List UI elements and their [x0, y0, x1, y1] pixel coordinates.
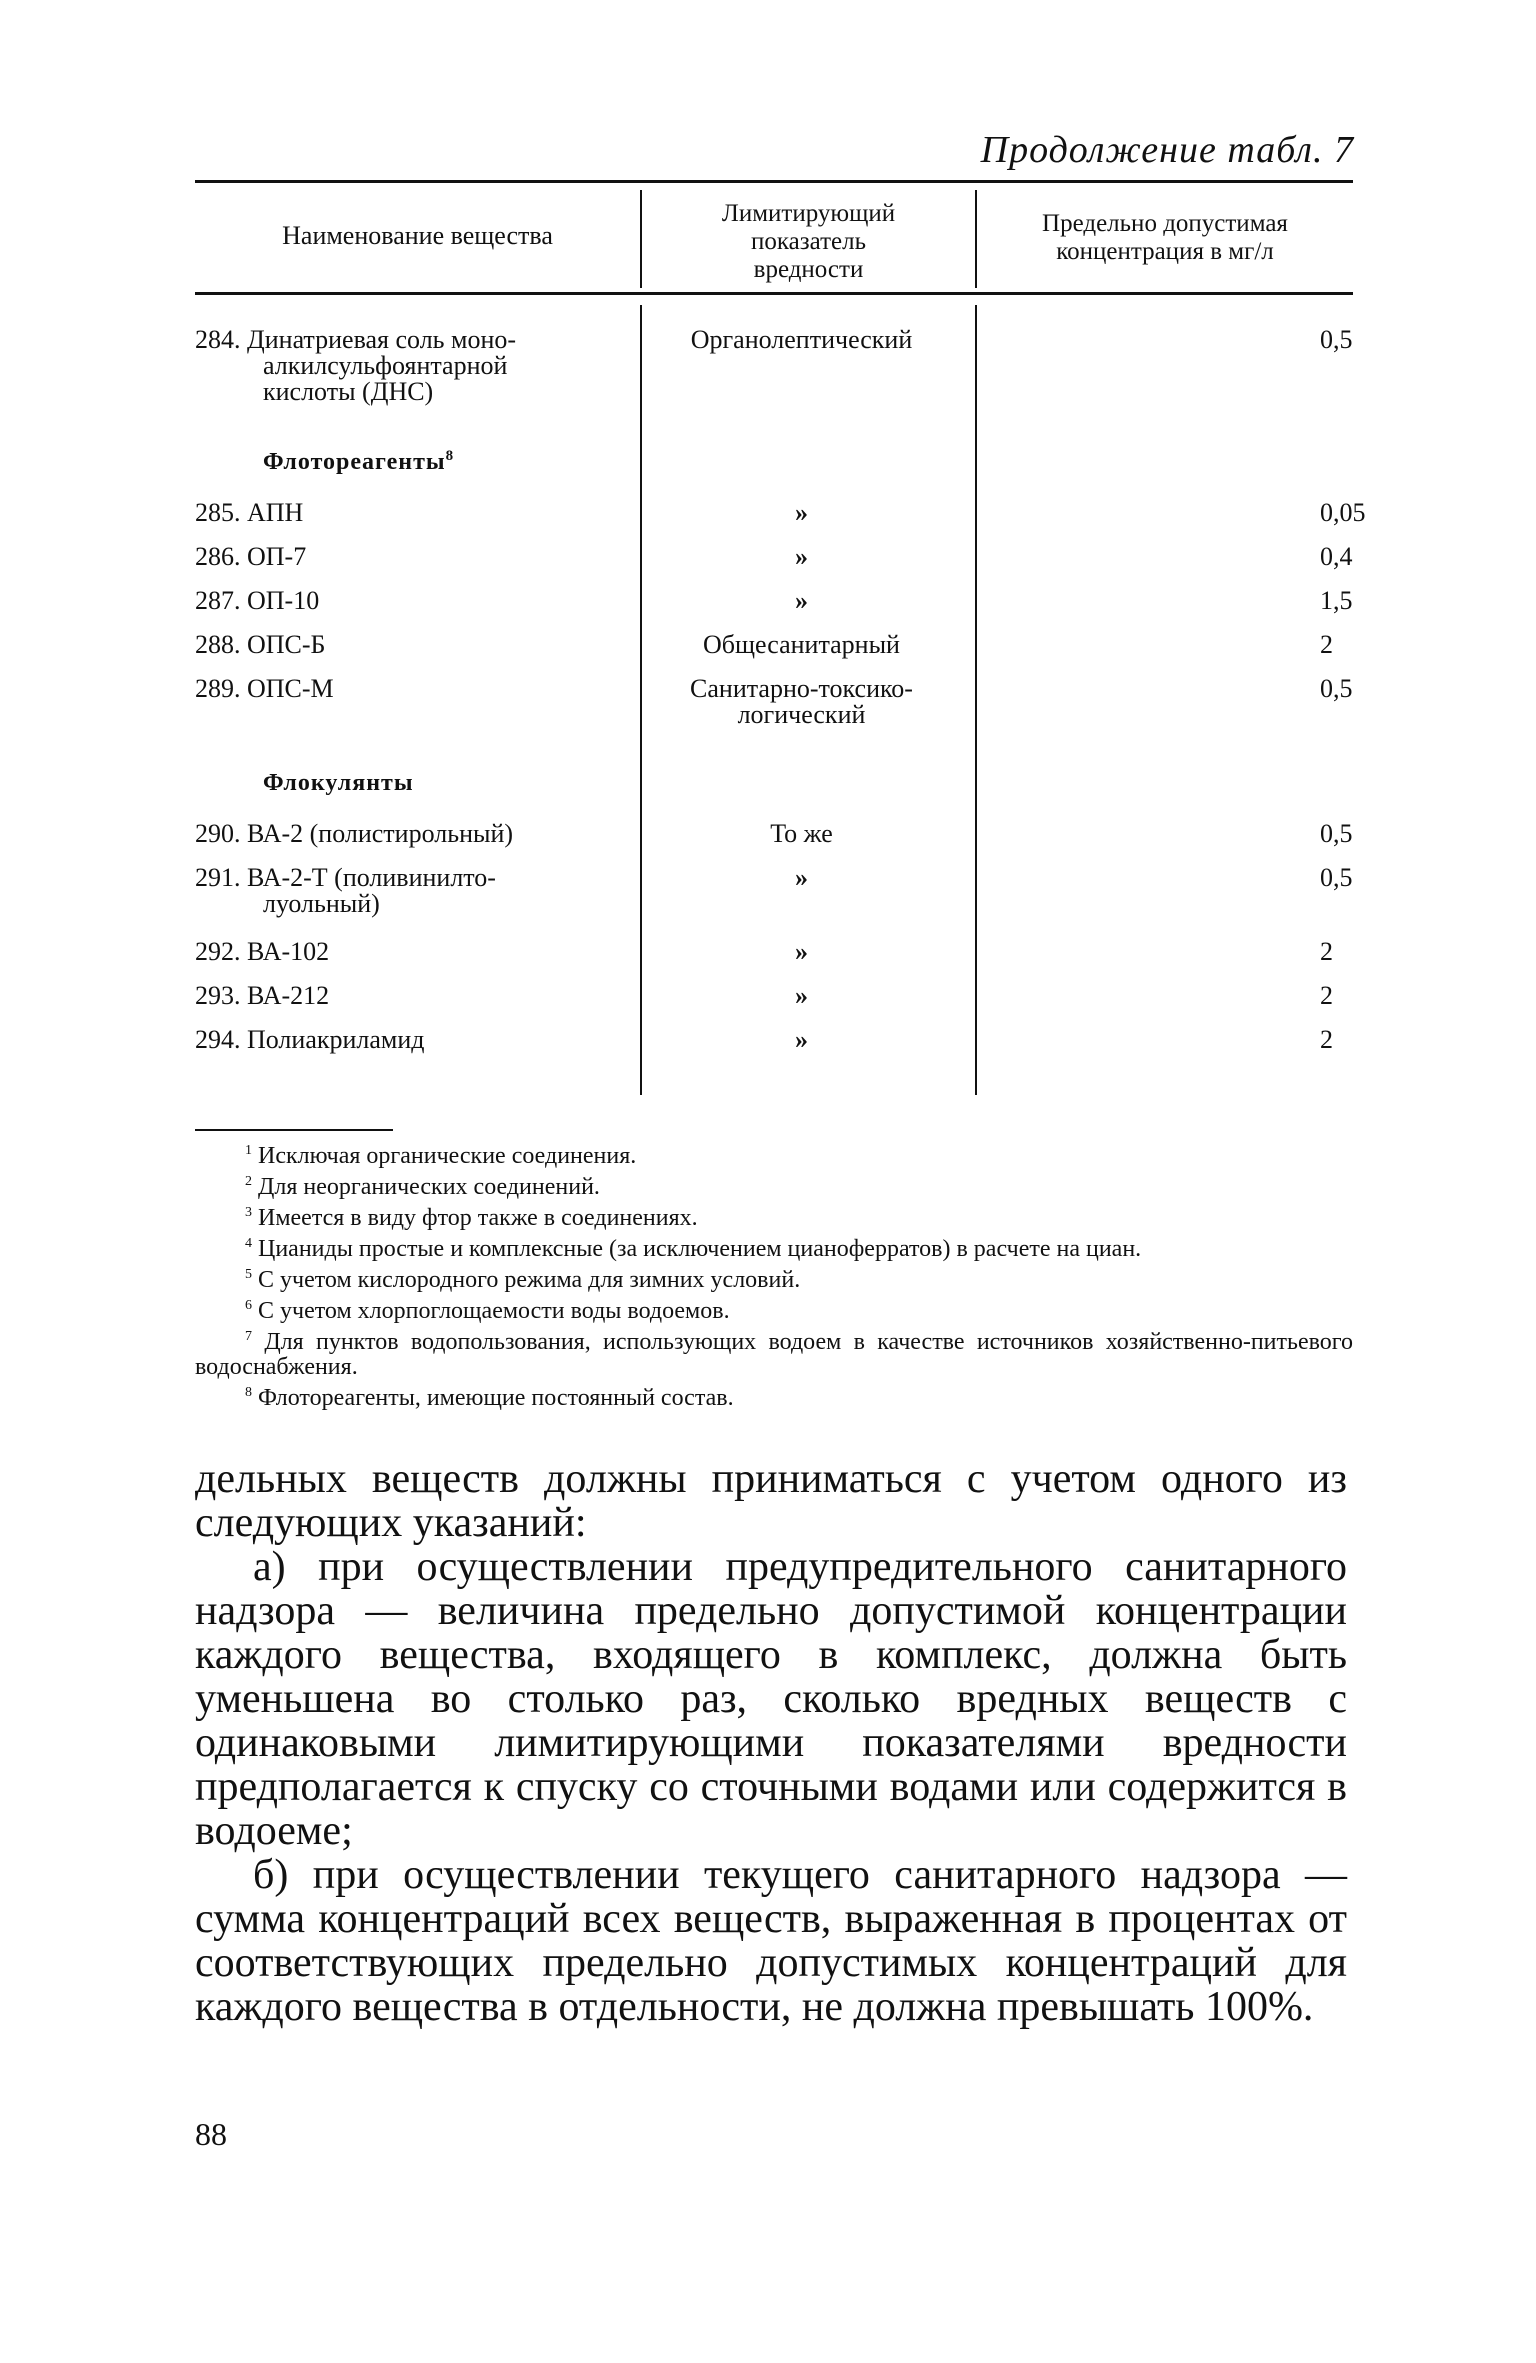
table-row-284-name — [195, 327, 630, 405]
table-header-rule — [195, 292, 1353, 295]
name-line: луольный) — [263, 889, 380, 918]
name-line: 284. Динатриевая соль моно- — [195, 325, 517, 354]
table-row-286-pdk: 0,4 — [1320, 542, 1353, 571]
footnote-text: Имеется в виду фтор также в соединениях. — [258, 1205, 698, 1231]
table-row-288-limiting: Общесанитарный — [703, 630, 900, 659]
group-heading-flocculants: Флокулянты — [263, 770, 414, 796]
footnote — [195, 1169, 1353, 1200]
footnote-text: С учетом кислородного режима для зимних условий. — [258, 1267, 801, 1293]
footnote-mark: 6 — [245, 1298, 252, 1313]
header-line: Наименование вещества — [282, 221, 553, 250]
footnote-mark: 1 — [245, 1143, 252, 1158]
paragraph: дельных веществ должны приниматься с учетом одного из следующих указаний: — [195, 1456, 1347, 1546]
footnote-mark: 8 — [245, 1385, 252, 1400]
header-line: Лимитирующий — [721, 200, 896, 227]
footnote — [195, 1200, 1353, 1231]
table-row-291-limiting: » — [795, 863, 808, 892]
table-row-293-pdk: 2 — [1320, 981, 1333, 1010]
table-row-293-name: 293. ВА-212 — [195, 981, 330, 1010]
footnote-text: Для неорганических соединений. — [258, 1174, 600, 1200]
header-line: концентрация в мг/л — [1056, 238, 1274, 265]
header-max-concentration — [977, 210, 1353, 266]
table-row-292-name: 292. ВА-102 — [195, 937, 330, 966]
footnote-mark: 7 — [245, 1329, 252, 1344]
table-row-287-name: 287. ОП-10 — [195, 586, 320, 615]
table-row-287-limiting: » — [795, 586, 808, 615]
group-heading-flotation-reagents — [263, 448, 454, 476]
paragraph: а) при осуществлении предупредительного санитарного надзора — величина предельно допустимой концентрации каждого вещества, входящего в комплекс, должна быть уменьшена во столько раз, сколько вредных веществ с одинаковыми лимитирующими показателями вредности предполагается к спуску со сточными водами или содержится в водоеме; — [195, 1544, 1347, 1854]
table-continuation-title: Продолжение табл. 7 — [980, 129, 1354, 171]
footnote — [195, 1324, 1353, 1380]
table-row-286-name: 286. ОП-7 — [195, 542, 307, 571]
table-row-285-name: 285. АПН — [195, 498, 304, 527]
footnote-text: Цианиды простые и комплексные (за исключением цианоферратов) в расчете на циан. — [258, 1236, 1142, 1262]
table-row-289-limiting — [635, 676, 968, 728]
footnote-mark: 2 — [245, 1174, 252, 1189]
table-row-284-pdk: 0,5 — [1320, 325, 1353, 354]
table-row-292-pdk: 2 — [1320, 937, 1333, 966]
table-row-290-name: 290. ВА-2 (полистирольный) — [195, 819, 514, 848]
footnote — [195, 1262, 1353, 1293]
substances-table — [195, 180, 1366, 1100]
name-line: алкилсульфоянтарной — [263, 351, 508, 380]
footnote-mark: 4 — [245, 1236, 252, 1251]
footnote-text: С учетом хлорпоглощаемости воды водоемов. — [258, 1298, 730, 1324]
footnote-text: Флотореагенты, имеющие постоянный состав. — [258, 1385, 734, 1411]
name-line: 291. ВА-2-Т (поливинилто- — [195, 863, 496, 892]
table-row-288-pdk: 2 — [1320, 630, 1333, 659]
footnote — [195, 1380, 1353, 1411]
table-row-284-limiting: Органолептический — [690, 325, 913, 354]
limiting-line: логический — [737, 700, 866, 729]
table-row-293-limiting: » — [795, 981, 808, 1010]
table-row-290-limiting: То же — [770, 819, 833, 848]
table-row-294-name: 294. Полиакриламид — [195, 1025, 425, 1054]
group-label: Флотореагенты — [263, 449, 446, 475]
footnote-text: Для пунктов водопользования, использующих водоем в качестве источников хозяйственно-питьевого водоснабжения. — [195, 1329, 1354, 1380]
table-row-287-pdk: 1,5 — [1320, 586, 1353, 615]
header-substance-name — [195, 222, 640, 250]
table-row-286-limiting: » — [795, 542, 808, 571]
table-row-288-name: 288. ОПС-Б — [195, 630, 326, 659]
footnote-mark: 8 — [445, 448, 455, 464]
table-top-rule — [195, 180, 1353, 183]
footnote — [195, 1231, 1353, 1262]
table-row-285-limiting: » — [795, 498, 808, 527]
limiting-line: Санитарно-токсико- — [690, 674, 913, 703]
table-row-291-pdk: 0,5 — [1320, 863, 1353, 892]
footnote-separator — [195, 1129, 393, 1131]
table-row-290-pdk: 0,5 — [1320, 819, 1353, 848]
footnote — [195, 1138, 1353, 1169]
table-row-291-name — [195, 865, 630, 917]
body-divider-2 — [975, 305, 977, 1095]
footnote-mark: 3 — [245, 1205, 252, 1220]
table-row-285-pdk: 0,05 — [1320, 498, 1366, 527]
footnote — [195, 1293, 1353, 1324]
paragraph: б) при осуществлении текущего санитарного надзора — сумма концентраций всех веществ, выраженная в процентах от соответствующих предельно допустимых концентраций для каждого вещества в отдельности, не должна превышать 100%. — [195, 1852, 1347, 2030]
footnote-text: Исключая органические соединения. — [258, 1143, 637, 1169]
header-limiting-indicator — [642, 200, 975, 284]
table-row-289-name: 289. ОПС-М — [195, 674, 334, 703]
page-number: 88 — [195, 2116, 227, 2152]
footnote-mark: 5 — [245, 1267, 252, 1282]
header-line: Предельно допустимая — [1042, 210, 1288, 237]
header-line: вредности — [753, 256, 864, 283]
body-text — [195, 1457, 1347, 2029]
table-row-292-limiting: » — [795, 937, 808, 966]
footnotes — [195, 1138, 1353, 1411]
name-line: кислоты (ДНС) — [263, 377, 434, 406]
table-row-294-pdk: 2 — [1320, 1025, 1333, 1054]
header-line: показатель — [751, 228, 866, 255]
table-row-289-pdk: 0,5 — [1320, 674, 1353, 703]
table-row-294-limiting: » — [795, 1025, 808, 1054]
